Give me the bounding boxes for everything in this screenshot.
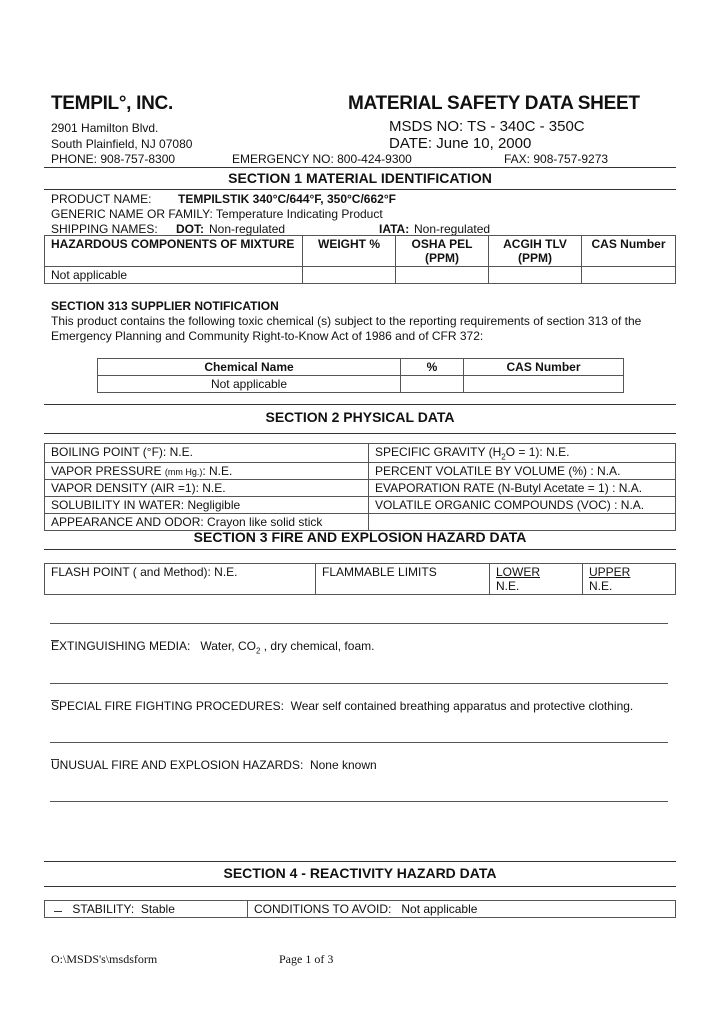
- conditions-cell: [248, 901, 676, 918]
- special-fire-procedures: [51, 699, 633, 713]
- voc-cell: VOLATILE ORGANIC COMPOUNDS (VOC) : N.A.: [369, 497, 676, 514]
- specific-gravity-label-rest: O = 1):: [505, 445, 543, 459]
- section-4-title: SECTION 4 - REACTIVITY HAZARD DATA: [223, 865, 497, 881]
- extinguishing-media: [51, 639, 374, 655]
- evaporation-rate-cell: EVAPORATION RATE (N-Butyl Acetate = 1) : N.A.: [369, 480, 676, 497]
- table-cell: [303, 267, 396, 284]
- column-header: WEIGHT %: [303, 236, 396, 267]
- specific-gravity-value: N.E.: [546, 445, 570, 459]
- divider: [50, 623, 668, 624]
- table-row: [45, 901, 676, 918]
- appearance-cell: APPEARANCE AND ODOR: Crayon like solid stick: [45, 514, 369, 531]
- vapor-density-cell: VAPOR DENSITY (AIR =1): N.E.: [45, 480, 369, 497]
- table-row: [45, 480, 676, 497]
- iata-value: Non-regulated: [414, 222, 491, 236]
- flammable-limits-cell: FLAMMABLE LIMITS: [316, 564, 490, 595]
- emergency-number: EMERGENCY NO: 800-424-9300: [232, 152, 412, 166]
- percent-volatile-cell: PERCENT VOLATILE BY VOLUME (%) : N.A.: [369, 463, 676, 480]
- unusual-hazards-value: None known: [309, 758, 377, 772]
- column-header: ACGIH TLV (PPM): [489, 236, 582, 267]
- section-3-title: SECTION 3 FIRE AND EXPLOSION HAZARD DATA: [193, 529, 527, 545]
- column-header: Chemical Name: [98, 359, 401, 376]
- dot-value: Non-regulated: [209, 222, 286, 236]
- special-procedures-label: SPECIAL FIRE FIGHTING PROCEDURES:: [51, 699, 284, 713]
- boiling-point-label: BOILING POINT (°F):: [51, 445, 167, 459]
- stability-cell: [45, 901, 248, 918]
- divider: [44, 404, 676, 405]
- lower-limit-label: LOWER: [496, 565, 541, 579]
- column-header: CAS Number: [582, 236, 676, 267]
- table-cell: Not applicable: [45, 267, 303, 284]
- conditions-value: Not applicable: [401, 902, 478, 916]
- document-title: MATERIAL SAFETY DATA SHEET: [348, 93, 640, 114]
- table-cell: [582, 267, 676, 284]
- address-line-2: South Plainfield, NJ 07080: [51, 137, 193, 151]
- stability-label: STABILITY:: [72, 902, 135, 916]
- specific-gravity-cell: [369, 444, 676, 463]
- upper-limit-cell: [583, 564, 676, 595]
- vapor-pressure-cell: [45, 463, 369, 480]
- conditions-label: CONDITIONS TO AVOID:: [254, 902, 392, 916]
- dot-label: DOT:: [176, 222, 204, 236]
- section-313-title: SECTION 313 SUPPLIER NOTIFICATION: [51, 299, 279, 313]
- table-row: [45, 463, 676, 480]
- vapor-pressure-label: VAPOR PRESSURE: [51, 464, 162, 479]
- special-procedures-value: Wear self contained breathing apparatus and protective clothing.: [290, 699, 634, 713]
- upper-limit-label: UPPER: [589, 565, 631, 579]
- divider: [44, 167, 676, 168]
- table-row: [45, 564, 676, 595]
- section-1-title: SECTION 1 MATERIAL IDENTIFICATION: [228, 170, 492, 186]
- physical-data-table: [44, 443, 676, 531]
- extinguishing-media-subscript: 2: [255, 646, 261, 656]
- iata-label: IATA:: [379, 222, 410, 236]
- shipping-names-label: SHIPPING NAMES:: [51, 222, 158, 236]
- table-row: [45, 444, 676, 463]
- column-header: OSHA PEL (PPM): [396, 236, 489, 267]
- stability-value: Stable: [140, 902, 175, 916]
- divider: [50, 683, 668, 684]
- section-313-text-2: Emergency Planning and Community Right-to-Know Act of 1986 and of CFR 372:: [51, 329, 484, 343]
- divider: [44, 189, 676, 190]
- column-header: CAS Number: [464, 359, 624, 376]
- footer-path: O:\MSDS's\msdsform: [51, 952, 158, 966]
- fax-number: FAX: 908-757-9273: [504, 152, 609, 166]
- phone-number: PHONE: 908-757-8300: [51, 152, 176, 166]
- table-cell: [396, 267, 489, 284]
- chemical-table: [97, 358, 624, 393]
- divider: [44, 549, 676, 550]
- flash-point-table: [44, 563, 676, 595]
- divider: [50, 742, 668, 743]
- table-row: [45, 497, 676, 514]
- divider: [50, 801, 668, 802]
- lower-limit-cell: [490, 564, 583, 595]
- table-cell: [489, 267, 582, 284]
- vapor-pressure-value: : N.E.: [202, 464, 233, 479]
- divider: [44, 433, 676, 434]
- lower-limit-value: N.E.: [496, 579, 520, 593]
- vapor-pressure-unit: (mm Hg.): [164, 467, 203, 478]
- divider: [44, 886, 676, 887]
- divider: [44, 861, 676, 862]
- section-2-title: SECTION 2 PHYSICAL DATA: [265, 409, 455, 425]
- specific-gravity-subscript: 2: [501, 452, 506, 462]
- document-date: DATE: June 10, 2000: [389, 135, 532, 152]
- specific-gravity-label: SPECIFIC GRAVITY (H: [375, 445, 502, 459]
- upper-limit-value: N.E.: [589, 579, 613, 593]
- table-row: [98, 376, 624, 393]
- reactivity-table: [44, 900, 676, 918]
- product-name-value: TEMPILSTIK 340°C/644°F, 350°C/662°F: [178, 192, 396, 206]
- column-header: %: [401, 359, 464, 376]
- extinguishing-media-rest: , dry chemical, foam.: [260, 639, 375, 653]
- page-number: Page 1 of 3: [279, 952, 334, 966]
- address-line-1: 2901 Hamilton Blvd.: [51, 121, 159, 135]
- table-cell: [464, 376, 624, 393]
- boiling-point-cell: [45, 444, 369, 463]
- hazardous-components-table: [44, 235, 676, 284]
- column-header: HAZARDOUS COMPONENTS OF MIXTURE: [45, 236, 303, 267]
- table-cell: Not applicable: [98, 376, 401, 393]
- table-header-row: [45, 236, 676, 267]
- product-name-label: PRODUCT NAME:: [51, 192, 152, 206]
- unusual-hazards-label: UNUSUAL FIRE AND EXPLOSION HAZARDS:: [51, 758, 304, 772]
- boiling-point-value: N.E.: [169, 445, 193, 459]
- flash-point-cell: FLASH POINT ( and Method): N.E.: [45, 564, 316, 595]
- section-313-text-1: This product contains the following toxic chemical (s) subject to the reporting requirements of section 313 of the: [51, 314, 642, 328]
- table-header-row: [98, 359, 624, 376]
- generic-name: GENERIC NAME OR FAMILY: Temperature Indicating Product: [51, 207, 383, 221]
- solubility-cell: SOLUBILITY IN WATER: Negligible: [45, 497, 369, 514]
- table-cell: [401, 376, 464, 393]
- company-name: TEMPIL°, INC.: [51, 93, 173, 114]
- extinguishing-media-label: EXTINGUISHING MEDIA:: [51, 639, 191, 653]
- msds-number: MSDS NO: TS - 340C - 350C: [389, 118, 585, 135]
- unusual-hazards: [51, 758, 377, 772]
- extinguishing-media-value: Water, CO: [200, 639, 256, 653]
- table-row: [45, 267, 676, 284]
